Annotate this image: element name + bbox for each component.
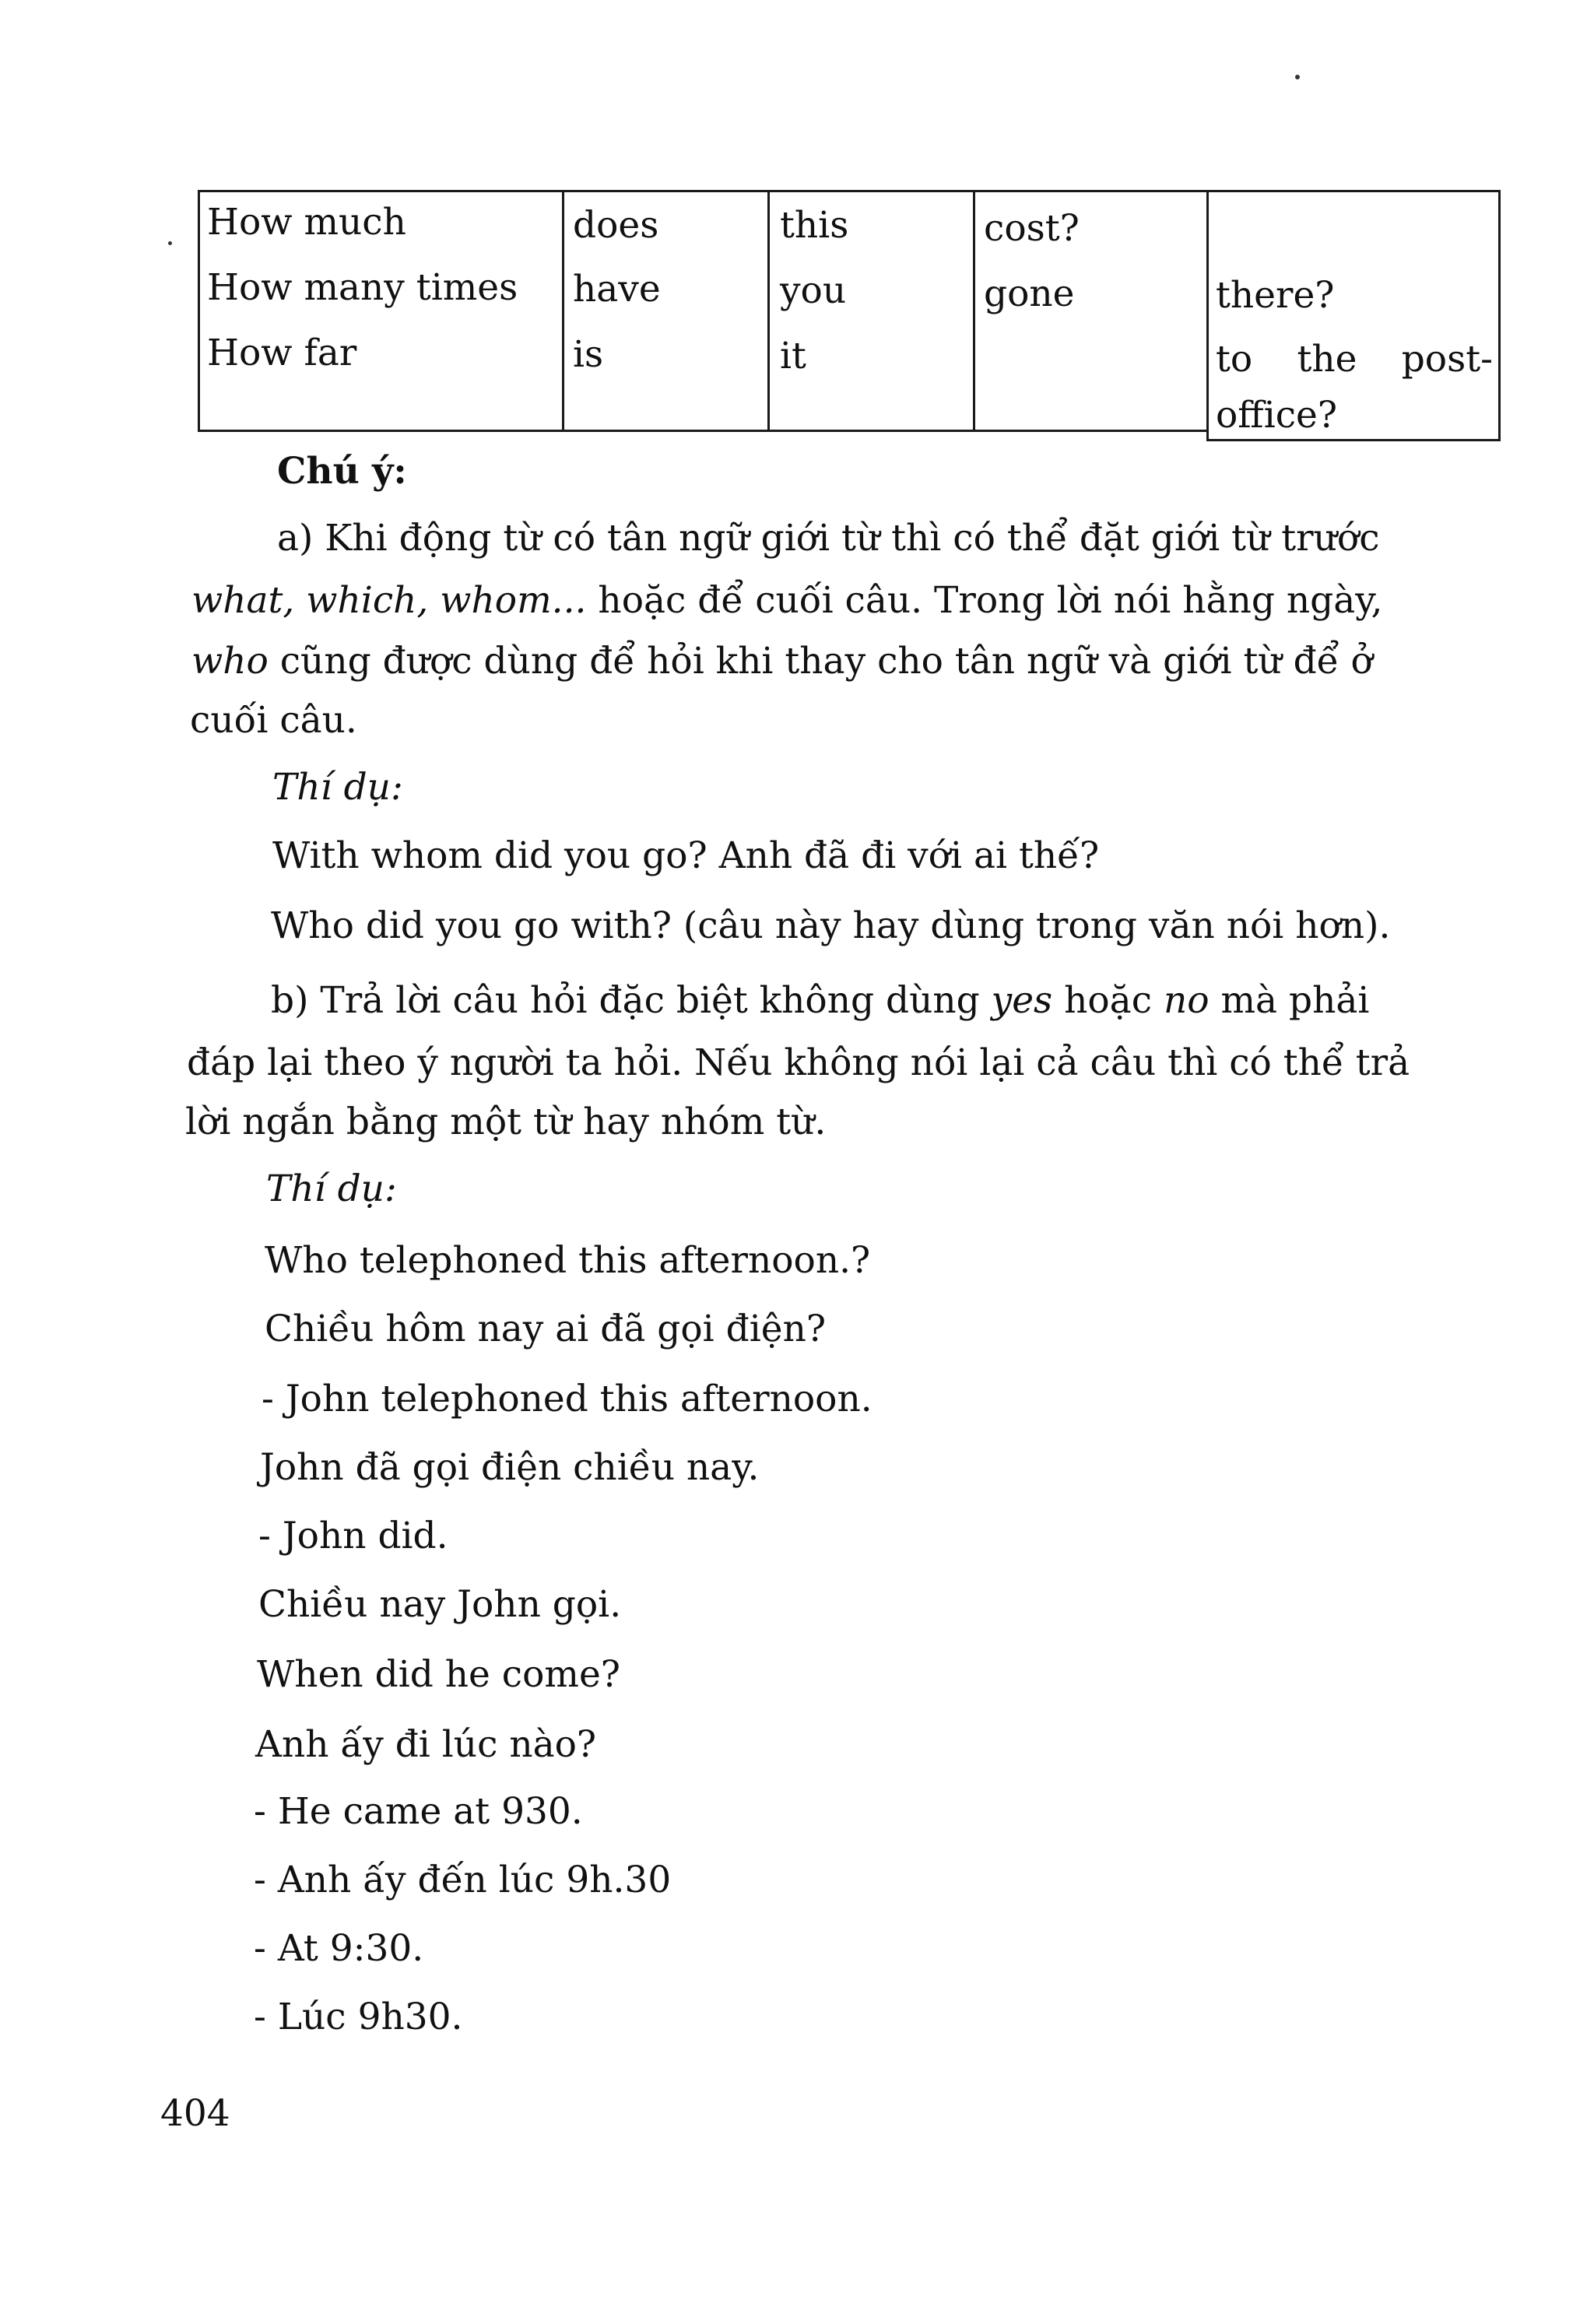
example-label: Thí dụ:	[272, 766, 403, 809]
example-line: When did he come?	[257, 1653, 620, 1696]
scan-dot	[1295, 75, 1300, 79]
table-cell: have	[573, 268, 661, 311]
table-cell: gone	[984, 272, 1075, 315]
italic-word: who	[191, 640, 269, 683]
example-sentence: Who did you go with? (câu này hay dùng trong văn nói hơn).	[271, 904, 1391, 947]
example-line: - At 9:30.	[254, 1927, 424, 1970]
paragraph-b-line	[271, 979, 1369, 1023]
example-line: - He came at 930.	[254, 1790, 583, 1833]
table-cell: is	[573, 333, 604, 376]
example-line: John đã gọi điện chiều nay.	[260, 1446, 760, 1489]
paragraph-b-line: lời ngắn bằng một từ hay nhóm từ.	[185, 1101, 827, 1143]
example-label: Thí dụ:	[266, 1167, 397, 1210]
table-cell: it	[780, 335, 806, 377]
italic-word-no: no	[1163, 979, 1210, 1022]
table-cell: this	[780, 204, 849, 247]
table-col-divider-1	[562, 190, 564, 432]
table-col-divider-4	[1206, 190, 1209, 441]
example-line: - John telephoned this afternoon.	[262, 1378, 872, 1420]
example-line: Who telephoned this afternoon.?	[265, 1239, 871, 1282]
table-bottom-border-last-col	[1206, 439, 1501, 441]
table-cell: cost?	[984, 207, 1080, 250]
paragraph-text: b) Trả lời câu hỏi đặc biệt không dùng	[271, 979, 992, 1022]
table-left-border	[198, 190, 200, 432]
table-cell-multiword	[1216, 338, 1493, 381]
table-cell: How far	[207, 332, 357, 374]
table-cell-word: to	[1216, 338, 1253, 381]
question-word-table	[198, 190, 1501, 441]
scan-dot	[168, 241, 172, 245]
example-line: Chiều hôm nay ai đã gọi điện?	[265, 1308, 827, 1350]
table-cell: office?	[1216, 394, 1338, 437]
table-col-divider-2	[767, 190, 770, 432]
table-cell: does	[573, 204, 659, 247]
paragraph-text: mà phải	[1209, 979, 1370, 1022]
example-line: - Lúc 9h30.	[254, 1996, 463, 2038]
table-cell: How many times	[207, 266, 518, 309]
note-heading: Chú ý:	[277, 450, 407, 493]
italic-word-yes: yes	[991, 979, 1053, 1022]
example-line: - Anh ấy đến lúc 9h.30	[254, 1859, 672, 1901]
paragraph-text: hoặc	[1052, 979, 1164, 1022]
table-cell: you	[780, 269, 847, 312]
paragraph-text: hoặc để cuối câu. Trong lời nói hằng ngày,	[586, 579, 1383, 622]
page-number: 404	[160, 2092, 230, 2135]
paragraph-a-line	[191, 579, 1383, 623]
example-line: - John did.	[258, 1515, 448, 1557]
paragraph-b-line: đáp lại theo ý người ta hỏi. Nếu không nói lại cả câu thì có thể trả	[187, 1041, 1410, 1084]
paragraph-text: cũng được dùng để hỏi khi thay cho tân ngữ và giới từ để ở	[268, 640, 1373, 683]
example-line: Anh ấy đi lúc nào?	[255, 1723, 597, 1766]
table-cell: there?	[1216, 274, 1335, 317]
table-cell: How much	[207, 201, 406, 244]
table-cell-word: post-	[1401, 338, 1493, 381]
paragraph-a-line: cuối câu.	[190, 699, 357, 742]
table-bottom-border	[198, 430, 1208, 432]
paragraph-a-line	[191, 640, 1373, 683]
paragraph-a-line: a) Khi động từ có tân ngữ giới từ thì có thể đặt giới từ trước	[277, 517, 1380, 560]
example-sentence: With whom did you go? Anh đã đi với ai thế?	[272, 834, 1100, 877]
table-col-divider-3	[973, 190, 975, 432]
italic-words: what, which, whom...	[191, 579, 587, 622]
table-cell-word: the	[1297, 338, 1357, 381]
example-line: Chiều nay John gọi.	[258, 1583, 622, 1626]
table-right-border	[1498, 190, 1501, 441]
